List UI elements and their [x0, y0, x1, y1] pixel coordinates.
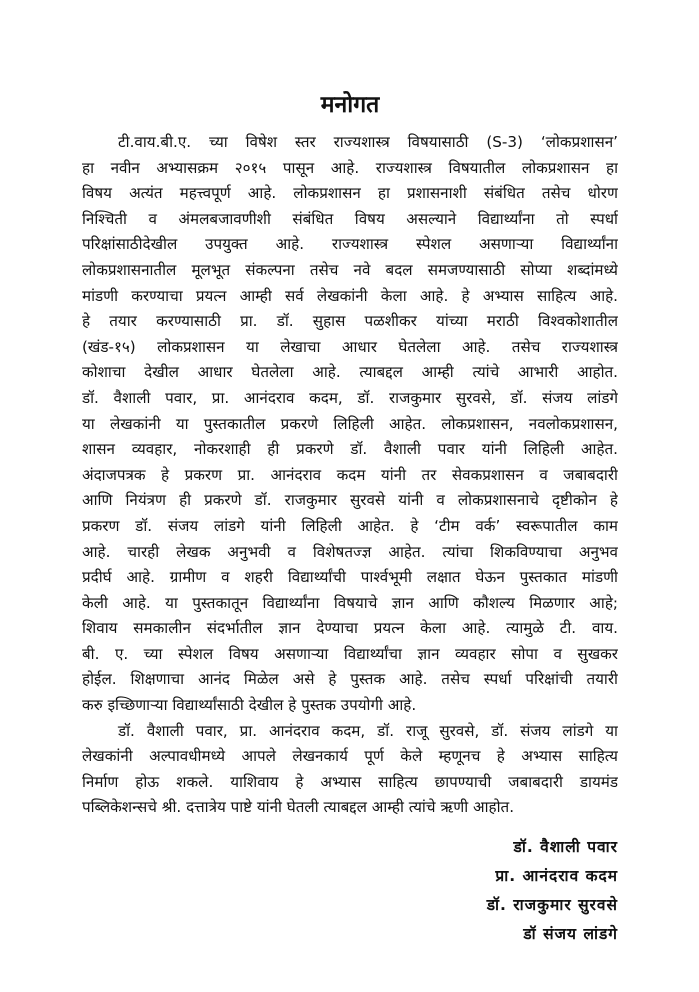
signature-name: डॉ संजय लांडगे [523, 925, 618, 944]
text-line: हे तयार करण्यासाठी प्रा. डॉ. सुहास पळशीकर यांच्या मराठी विश्वकोशातील [82, 312, 618, 331]
text-line: मांडणी करण्याचा प्रयत्न आम्ही सर्व लेखकांनी केला आहे. हे अभ्यास साहित्य आहे. [82, 286, 618, 305]
text-line: बी. ए. च्या स्पेशल विषय असणाऱ्या विद्यार्थ्यांचा ज्ञान व्यवहार सोपा व सुखकर [82, 644, 618, 663]
signature-name: डॉ. वैशाली पवार [513, 838, 618, 857]
text-line: टी.वाय.बी.ए. च्या विषेश स्तर राज्यशास्त्र विषयासाठी (S-3) ‘लोकप्रशासन’ [118, 133, 618, 151]
text-line: या लेखकांनी या पुस्तकातील प्रकरणे लिहिली आहेत. लोकप्रशासन, नवलोकप्रशासन, [82, 414, 618, 433]
text-line: आहे. चारही लेखक अनुभवी व विशेषतज्ज्ञ आहेत. त्यांचा शिकविण्याचा अनुभव [82, 542, 618, 561]
paragraph-1 [82, 130, 618, 719]
text-line: (खंड-१५) लोकप्रशासन या लेखाचा आधार घेतलेला आहे. तसेच राज्यशास्त्र [82, 337, 618, 356]
text-line: शिवाय समकालीन संदर्भातील ज्ञान देण्याचा प्रयत्न केला आहे. त्यामुळे टी. वाय. [82, 619, 618, 638]
text-line: निर्माण होऊ शकले. याशिवाय हे अभ्यास साहित्य छापण्याची जबाबदारी डायमंड [82, 772, 618, 791]
text-line: प्रकरण डॉ. संजय लांडगे यांनी लिहिली आहेत. हे ‘टीम वर्क’ स्वरूपातील काम [82, 516, 618, 535]
text-line: करु इच्छिणाऱ्या विद्यार्थ्यांसाठी देखील हे पुस्तक उपयोगी आहे. [82, 696, 417, 715]
text-line: परिक्षांसाठीदेखील उपयुक्त आहे. राज्यशास्त्र स्पेशल असणाऱ्या विद्यार्थ्यांना [82, 235, 618, 254]
signature-name: प्रा. आनंदराव कदम [495, 867, 618, 886]
document-page [82, 82, 618, 949]
text-line: हा नवीन अभ्यासक्रम २०१५ पासून आहे. राज्यशास्त्र विषयातील लोकप्रशासन हा [82, 158, 618, 177]
text-line: लोकप्रशासनातील मूलभूत संकल्पना तसेच नवे बदल समजण्यासाठी सोप्या शब्दांमध्ये [82, 260, 618, 279]
paragraph-2 [82, 719, 618, 821]
text-line: पब्लिकेशन्सचे श्री. दत्तात्रेय पाष्टे यांनी घेतली त्याबद्दल आम्ही त्यांचे ऋणी आहोत. [82, 798, 515, 817]
text-line: निश्चिती व अंमलबजावणीशी संबंधित विषय असल्याने विद्यार्थ्यांना तो स्पर्धा [82, 209, 618, 228]
text-line: केली आहे. या पुस्तकातून विद्यार्थ्यांना विषयाचे ज्ञान आणि कौशल्य मिळणार आहे; [82, 593, 618, 612]
text-line: विषय अत्यंत महत्त्वपूर्ण आहे. लोकप्रशासन हा प्रशासनाशी संबंधित तसेच धोरण [82, 184, 618, 203]
page-title: मनोगत [320, 92, 380, 118]
signature-block [82, 833, 618, 949]
text-line: कोशाचा देखील आधार घेतलेला आहे. त्याबद्दल आम्ही त्यांचे आभारी आहोत. [82, 363, 618, 382]
text-line: होईल. शिक्षणाचा आनंद मिळेल असे हे पुस्तक आहे. तसेच स्पर्धा परिक्षांची तयारी [82, 670, 618, 689]
text-line: आणि नियंत्रण ही प्रकरणे डॉ. राजकुमार सुरवसे यांनी व लोकप्रशासनाचे दृष्टीकोन हे [82, 491, 618, 510]
text-line: अंदाजपत्रक हे प्रकरण प्रा. आनंदराव कदम यांनी तर सेवकप्रशासन व जबाबदारी [82, 465, 618, 484]
text-line: प्रदीर्घ आहे. ग्रामीण व शहरी विद्यार्थ्यांची पार्श्वभूमी लक्षात घेऊन पुस्तकात मांडणी [82, 568, 618, 587]
text-line: शासन व्यवहार, नोकरशाही ही प्रकरणे डॉ. वैशाली पवार यांनी लिहिली आहेत. [82, 440, 618, 459]
text-line: लेखकांनी अल्पावधीमध्ये आपले लेखनकार्य पूर्ण केले म्हणूनच हे अभ्यास साहित्य [82, 747, 618, 766]
text-line: डॉ. वैशाली पवार, प्रा. आनंदराव कदम, डॉ. राजकुमार सुरवसे, डॉ. संजय लांडगे [82, 388, 618, 407]
signature-name: डॉ. राजकुमार सुरवसे [486, 896, 618, 915]
text-line: डॉ. वैशाली पवार, प्रा. आनंदराव कदम, डॉ. राजू सुरवसे, डॉ. संजय लांडगे या [118, 721, 618, 740]
